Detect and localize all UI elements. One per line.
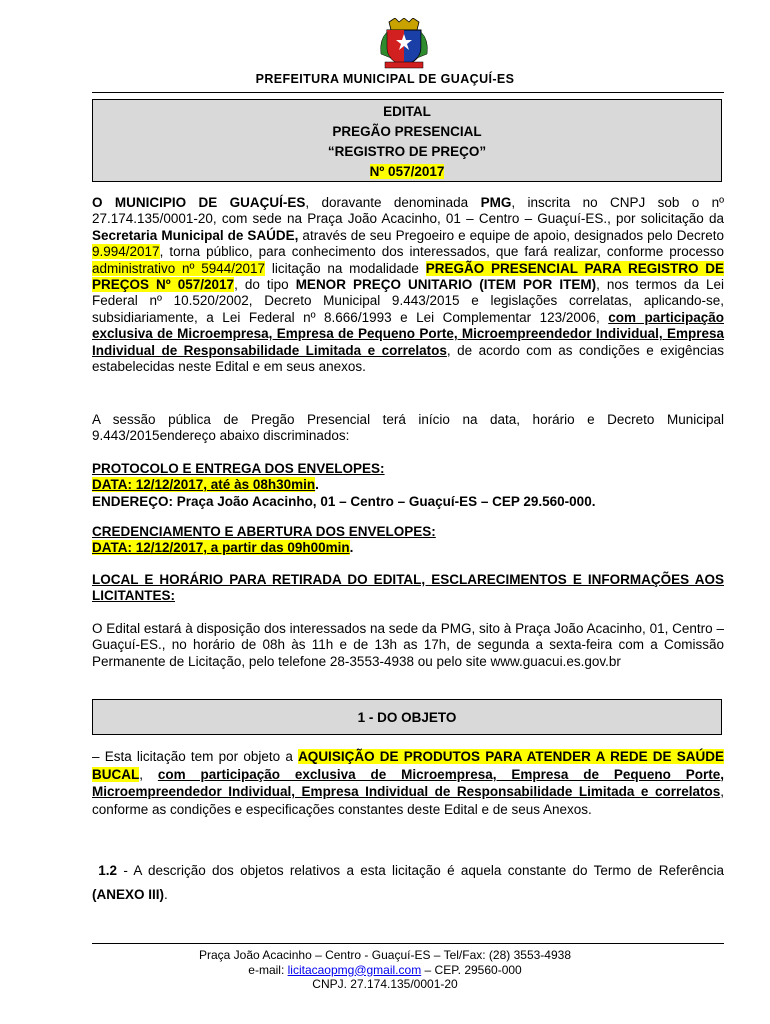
footer-address: Praça João Acacinho – Centro - Guaçuí-ES – Tel/Fax: (28) 3553-4938 xyxy=(199,948,571,962)
auction-type: PREGÃO PRESENCIAL PARA REGISTRO DE PREÇOS Nº 057/2017 xyxy=(92,260,725,293)
availability-paragraph: O Edital estará à disposição dos interessados na sede da PMG, sito à Praça João Acacinho, 01, Centro – Guaçuí-ES., no horário de 08h às 11h e de 13h as 17h, de segunda a sexta-feira com a Comissão Permanente de Licitação, pelo telefone 28-3553-4938 ou pelo site www.guacui.es.gov.br xyxy=(92,621,724,669)
health-secretariat: Secretaria Municipal de SAÚDE, xyxy=(92,227,299,243)
credentialing-date-dot: . xyxy=(349,540,354,556)
protocol-address: ENDEREÇO: Praça João Acacinho, 01 – Centro – Guaçuí-ES – CEP 29.560-000. xyxy=(92,493,596,509)
edital-title-box xyxy=(92,99,722,182)
footer-cep: – CEP. 29560-000 xyxy=(421,962,522,977)
session-paragraph: A sessão pública de Pregão Presencial terá início na data, horário e Decreto Municipal 9.443/2015endereço abaixo discriminados: xyxy=(92,412,724,444)
exclusive-participation: com participação exclusiva de Microempresa, Empresa de Pequeno Porte, Microempreendedor Individual, Empresa Individual de Responsabilidade Limitada e correlatos xyxy=(92,309,724,358)
intro-text: , doravante denominada xyxy=(305,195,481,210)
item-text: - A descrição dos objetos relativos a esta licitação é aquela constante do Termo de Referência xyxy=(117,863,724,878)
intro-text: licitação na modalidade xyxy=(265,260,426,276)
pmg-abbrev: PMG xyxy=(480,195,512,210)
object-text: – Esta licitação tem por objeto a xyxy=(92,749,299,764)
section-1-title: 1 - DO OBJETO xyxy=(92,699,722,735)
intro-text: , do tipo xyxy=(234,277,296,293)
footer xyxy=(0,948,770,992)
protocol-block xyxy=(92,461,724,510)
credentialing-date: DATA: 12/12/2017, a partir das 09h00min xyxy=(92,540,350,556)
item-1-2-paragraph xyxy=(92,859,724,907)
object-paragraph xyxy=(92,748,724,818)
footer-divider xyxy=(92,943,724,944)
annex-reference: (ANEXO III) xyxy=(92,887,165,902)
protocol-heading: PROTOCOLO E ENTREGA DOS ENVELOPES: xyxy=(92,461,385,476)
object-description: AQUISIÇÃO DE PRODUTOS PARA ATENDER A REDE DE SAÚDE BUCAL xyxy=(92,749,725,782)
municipality-name: O MUNICIPIO DE GUAÇUÍ-ES xyxy=(92,195,306,210)
intro-text: , de acordo com as condições e exigências estabelecidas neste Edital e em seus anexos. xyxy=(92,342,724,375)
header-divider xyxy=(92,92,724,93)
item-text: . xyxy=(164,887,168,902)
footer-email-prefix: e-mail: xyxy=(248,962,288,977)
footer-cnpj: CNPJ. 27.174.135/0001-20 xyxy=(312,977,458,991)
city-hall-header: PREFEITURA MUNICIPAL DE GUAÇUÍ-ES xyxy=(255,72,515,86)
object-text: , conforme as condições e especificações constantes deste Edital e de seus Anexos. xyxy=(92,784,724,817)
item-number: 1.2 xyxy=(98,863,118,878)
object-text: , xyxy=(139,766,158,782)
intro-paragraph xyxy=(92,195,724,375)
price-criterion: MENOR PREÇO UNITARIO (ITEM POR ITEM) xyxy=(295,277,597,293)
municipal-crest-icon xyxy=(377,18,431,70)
edital-number: Nº 057/2017 xyxy=(369,164,445,179)
footer-email-line xyxy=(0,963,770,978)
protocol-date-dot: . xyxy=(315,477,319,493)
object-exclusive-participation: com participação exclusiva de Microempresa, Empresa de Pequeno Porte, Microempreendedor Individual, Empresa Individual de Responsabilidade Limitada e correlatos xyxy=(92,766,724,800)
email-link[interactable]: licitacaopmg@gmail.com xyxy=(287,962,422,977)
intro-text: , torna público, para conhecimento dos interessados, que fará realizar, conforme processo xyxy=(159,244,724,260)
credentialing-heading: CREDENCIAMENTO E ABERTURA DOS ENVELOPES: xyxy=(92,524,436,539)
credentialing-block xyxy=(92,524,724,557)
local-heading: LOCAL E HORÁRIO PARA RETIRADA DO EDITAL, ESCLARECIMENTOS E INFORMAÇÕES AOS LICITANTES: xyxy=(92,572,724,604)
edital-title: EDITAL xyxy=(383,104,431,119)
registry-title: “REGISTRO DE PREÇO” xyxy=(327,144,487,159)
decree-number: 9.994/2017 xyxy=(92,244,160,260)
protocol-date: DATA: 12/12/2017, até às 08h30min xyxy=(92,477,316,493)
modality-title: PREGÃO PRESENCIAL xyxy=(332,124,482,139)
intro-text: , nos termos da Lei Federal nº 10.520/2002, Decreto Municipal 9.443/2015 e legislações correlatas, aplicando-se, subsidiariamente, a Lei Federal nº 8.666/1993 e Lei Complementar 123/2006, xyxy=(92,277,724,325)
intro-text: através de seu Pregoeiro e equipe de apoio, designados pelo Decreto xyxy=(298,227,724,243)
process-number: administrativo nº 5944/2017 xyxy=(92,260,266,276)
intro-text: , inscrita no CNPJ sob o nº 27.174.135/0001-20, com sede na Praça João Acacinho, 01 – Centro – Guaçuí-ES., por solicitação da xyxy=(92,195,725,227)
